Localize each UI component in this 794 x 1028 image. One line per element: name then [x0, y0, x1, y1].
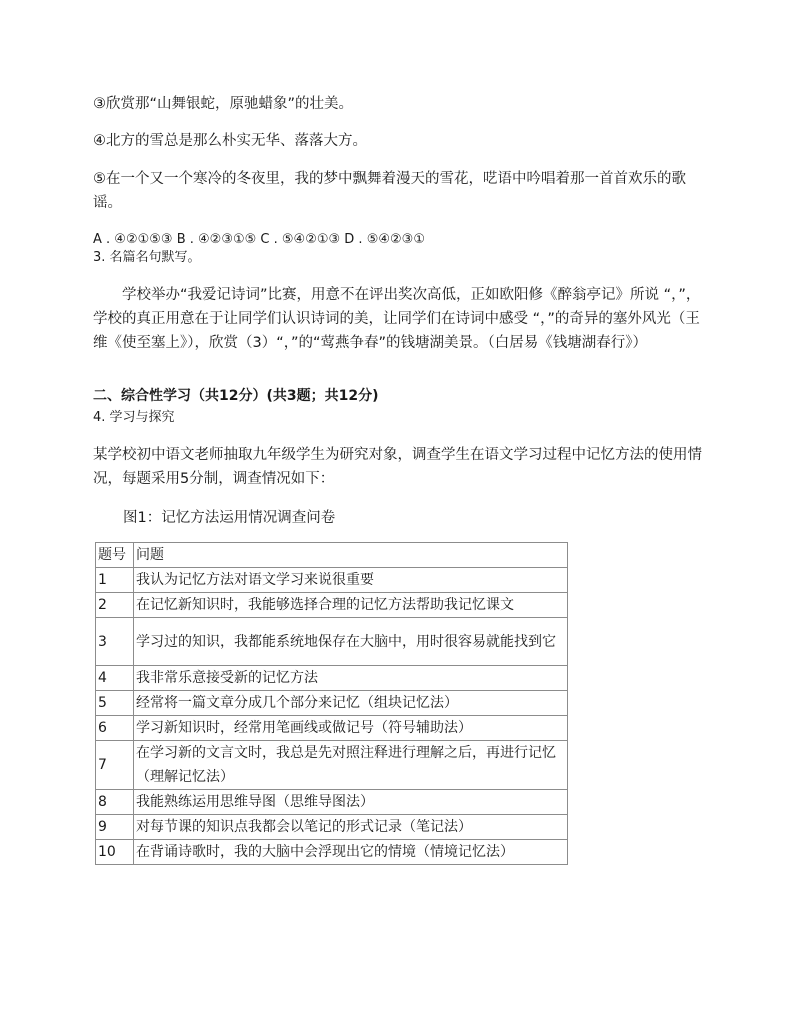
row-question: 我认为记忆方法对语文学习来说很重要: [134, 568, 568, 593]
row-question: 我能熟练运用思维导图（思维导图法）: [134, 790, 568, 815]
question-3-body: 学校举办“我爱记诗词”比赛，用意不在评出奖次高低，正如欧阳修《醉翁亭记》所说 “，”，学校的真正用意在于让同学们认识诗词的美，让同学们在诗词中感受 “，”的奇异的塞外风光（王维《使至塞上》），欣赏（3）“，”的“莺燕争春”的钱塘湖美景。（白居易《钱塘湖春行》）: [93, 287, 701, 351]
table-row: [96, 568, 568, 593]
row-question: 对每节课的知识点我都会以笔记的形式记录（笔记法）: [134, 815, 568, 840]
row-number: 1: [96, 568, 134, 593]
row-number: 4: [96, 666, 134, 691]
survey-table: [95, 542, 568, 865]
table-row: [96, 716, 568, 741]
survey-intro: 某学校初中语文老师抽取九年级学生为研究对象，调查学生在语文学习过程中记忆方法的使用情况，每题采用5分制，调查情况如下：: [93, 447, 702, 487]
table-row: [96, 666, 568, 691]
table-row: [96, 790, 568, 815]
row-number: 2: [96, 593, 134, 618]
question-4-heading: 4. 学习与探究: [93, 410, 175, 425]
row-question: 学习新知识时，经常用笔画线或做记号（符号辅助法）: [134, 716, 568, 741]
row-number: 8: [96, 790, 134, 815]
table-header-row: [96, 543, 568, 568]
row-question: 在学习新的文言文时，我总是先对照注释进行理解之后，再进行记忆（理解记忆法）: [134, 741, 568, 790]
item-3: ③欣赏那“山舞银蛇，原驰蜡象”的壮美。: [93, 96, 354, 112]
table-row: [96, 593, 568, 618]
item-5: ⑤在一个又一个寒冷的冬夜里，我的梦中飘舞着漫天的雪花，呓语中吟唱着那一首首欢乐的歌谣。: [93, 171, 686, 211]
table-row: [96, 741, 568, 790]
question-3-heading: 3. 名篇名句默写。: [93, 250, 201, 265]
row-number: 3: [96, 618, 134, 666]
item-4: ④北方的雪总是那么朴实无华、落落大方。: [93, 133, 367, 149]
row-question: 学习过的知识，我都能系统地保存在大脑中，用时很容易就能找到它: [134, 618, 568, 666]
table-header-number: 题号: [96, 543, 134, 568]
row-question: 在记忆新知识时，我能够选择合理的记忆方法帮助我记忆课文: [134, 593, 568, 618]
table-row: [96, 691, 568, 716]
row-number: 9: [96, 815, 134, 840]
row-number: 10: [96, 840, 134, 865]
answer-options: A . ④②①⑤③ B . ④②③①⑤ C . ⑤④②①③ D . ⑤④②③①: [93, 232, 425, 247]
row-question: 在背诵诗歌时，我的大脑中会浮现出它的情境（情境记忆法）: [134, 840, 568, 865]
table-row: [96, 618, 568, 666]
section-2-heading: 二、综合性学习（共12分）(共3题；共12分): [93, 388, 379, 404]
table-header-question: 问题: [134, 543, 568, 568]
row-number: 5: [96, 691, 134, 716]
figure-caption: 图1：记忆方法运用情况调查问卷: [123, 510, 336, 526]
row-question: 我非常乐意接受新的记忆方法: [134, 666, 568, 691]
row-number: 7: [96, 741, 134, 790]
row-question: 经常将一篇文章分成几个部分来记忆（组块记忆法）: [134, 691, 568, 716]
row-number: 6: [96, 716, 134, 741]
table-row: [96, 815, 568, 840]
table-row: [96, 840, 568, 865]
